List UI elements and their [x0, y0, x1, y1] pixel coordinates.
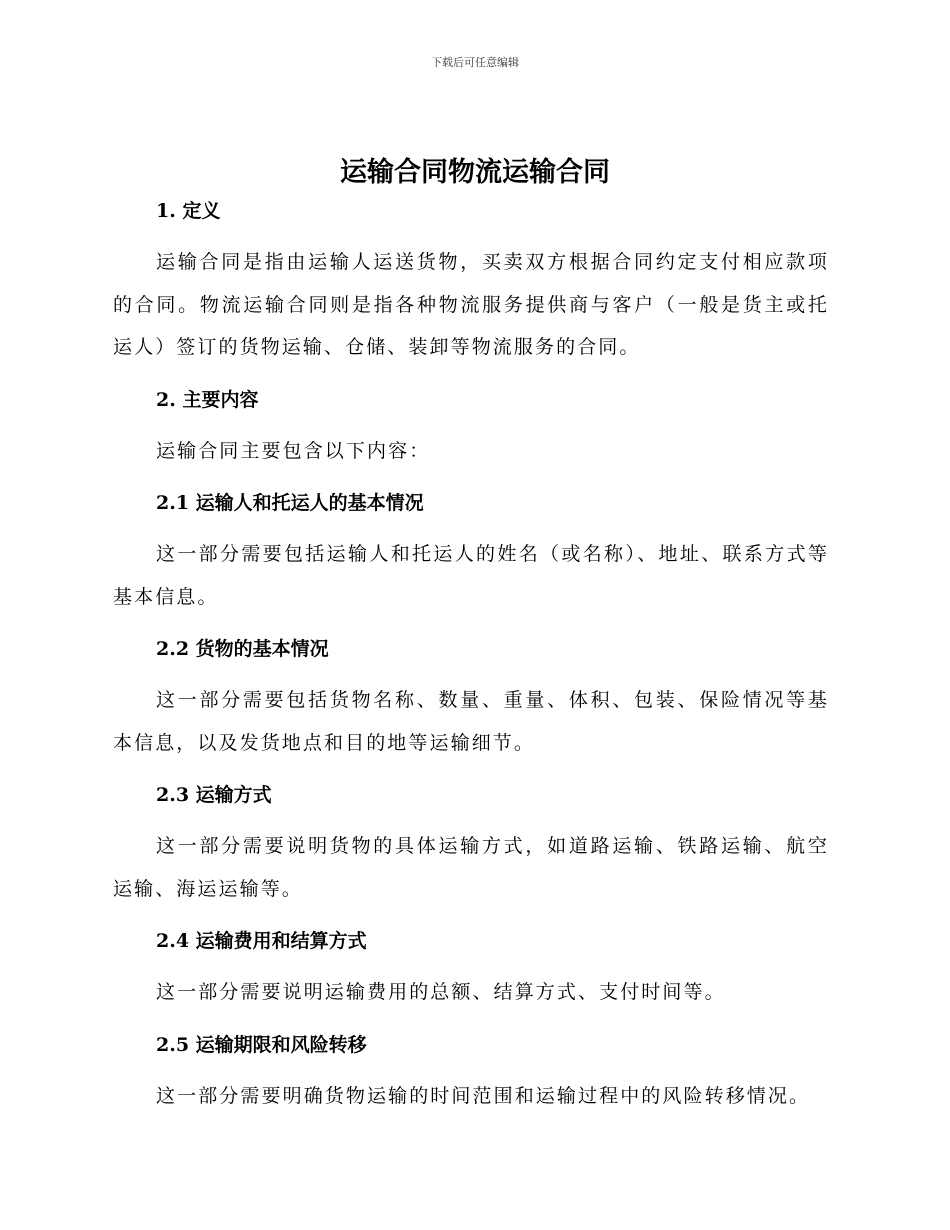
- section-parties: [113, 488, 829, 634]
- document-title: 运输合同物流运输合同: [340, 157, 610, 188]
- section-heading: 2.1 运输人和托运人的基本情况: [156, 492, 424, 514]
- header-note: 下载后可任意编辑: [431, 56, 519, 69]
- section-paragraph: 这一部分需要包括货物名称、数量、重量、体积、包装、保险情况等基本信息，以及发货地点和目的地等运输细节。: [113, 689, 829, 754]
- section-goods: [113, 634, 829, 780]
- section-transport-mode: [113, 780, 829, 926]
- section-paragraph: 这一部分需要明确货物运输的时间范围和运输过程中的风险转移情况。: [156, 1084, 811, 1107]
- section-heading: 2.2 货物的基本情况: [156, 638, 329, 660]
- section-period-risk: [113, 1030, 829, 1118]
- section-paragraph: 运输合同是指由运输人运送货物，买卖双方根据合同约定支付相应款项的合同。物流运输合同则是指各种物流服务提供商与客户（一般是货主或托运人）签订的货物运输、仓储、装卸等物流服务的合同。: [113, 251, 829, 358]
- section-paragraph: 这一部分需要包括运输人和托运人的姓名（或名称）、地址、联系方式等基本信息。: [113, 543, 829, 608]
- document-body: [113, 196, 829, 1117]
- section-heading: 2.5 运输期限和风险转移: [156, 1033, 367, 1056]
- section-fees: [113, 926, 829, 1030]
- section-heading: 2.4 运输费用和结算方式: [156, 930, 367, 952]
- section-main-content: [113, 385, 829, 489]
- section-definition: [113, 196, 829, 385]
- section-paragraph: 这一部分需要说明货物的具体运输方式，如道路运输、铁路运输、航空运输、海运运输等。: [113, 835, 829, 900]
- section-paragraph: 这一部分需要说明运输费用的总额、结算方式、支付时间等。: [156, 981, 726, 1003]
- section-heading: 2.3 运输方式: [156, 784, 272, 806]
- section-heading: 2. 主要内容: [156, 388, 259, 411]
- section-paragraph: 运输合同主要包含以下内容：: [156, 439, 431, 462]
- section-heading: 1. 定义: [156, 200, 221, 222]
